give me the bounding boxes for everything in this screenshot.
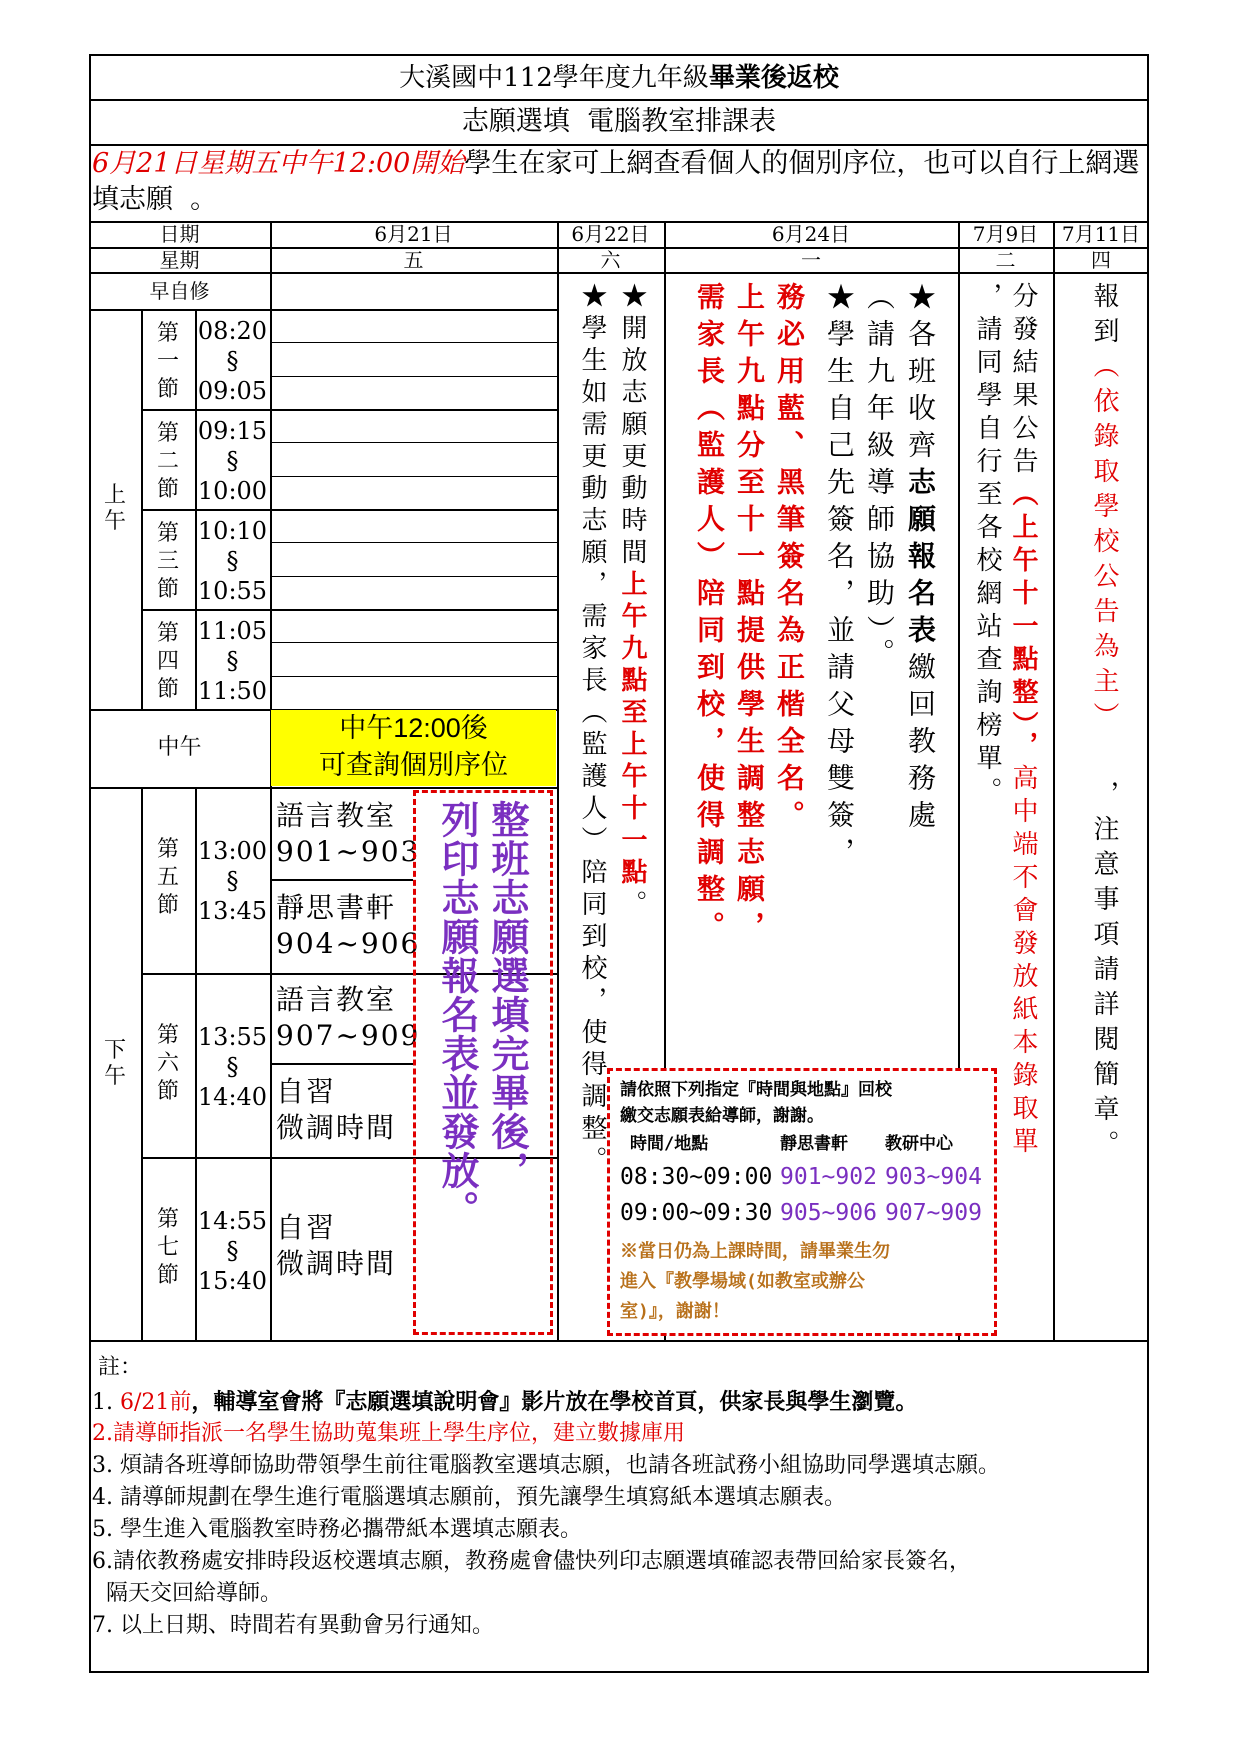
period-5-end: 13:45 <box>197 897 268 925</box>
return-intro1: 請依照下列指定『時間與地點』回校 <box>620 1080 892 1100</box>
jul11-col-1b: （依錄取學校公告為主） <box>1089 352 1119 737</box>
period-1-sep: § <box>226 347 239 375</box>
weekday-fri: 五 <box>403 248 424 272</box>
return-header-research: 教研中心 <box>885 1134 953 1154</box>
period-2-start: 09:15 <box>197 417 268 445</box>
period-6-name: 第 六 節 <box>156 1023 179 1104</box>
period-5-time <box>195 836 270 926</box>
note-4: 4. 請導師規劃在學生進行電腦選填志願前，預先讓學生填寫紙本選填志願表。 <box>92 1485 846 1510</box>
print-box-col1: 整班志願選填完畢後， <box>485 800 530 1190</box>
sat-col-1 <box>614 282 650 982</box>
weekday-sat: 六 <box>600 248 621 272</box>
note-1-text: ，輔導室會將『志願選填說明會』影片放在學校首頁，供家長與學生瀏覽。 <box>191 1389 918 1415</box>
am-label-text: 上 午 <box>103 483 126 534</box>
period-2-end: 10:00 <box>197 477 268 505</box>
noon-notice-line2: 可查詢個別序位 <box>319 750 508 780</box>
print-box-col2: 列印志願報名表並發放。 <box>435 800 480 1229</box>
room-3-classes: 907~909 <box>276 1019 421 1052</box>
mon-col-6: 需家長（監護人）陪同到校，使得調整。 <box>693 282 726 948</box>
return-header-jingsi: 靜思書軒 <box>780 1134 848 1154</box>
return-row-2-research: 907~909 <box>885 1200 982 1226</box>
sat-col-1b: 上午九點至上午十一點 <box>617 570 647 890</box>
period-4-name: 第 四 節 <box>156 621 179 702</box>
period-4-time <box>195 616 270 706</box>
morning-study-label: 早自修 <box>149 279 210 303</box>
mon-col-4: 務必用藍、黑筆簽名為正楷全名。 <box>773 282 806 837</box>
weekday-thu: 四 <box>1091 248 1111 272</box>
mon-col-3: ★學生自己先簽名，並請父母雙簽， <box>823 282 856 874</box>
room-4-classes: 微調時間 <box>276 1111 397 1144</box>
room-1-name: 語言教室 <box>276 799 397 832</box>
period-7-start: 14:55 <box>197 1207 268 1235</box>
note-1 <box>92 1386 1142 1419</box>
period-5-start: 13:00 <box>197 837 268 865</box>
period-7-time <box>195 1206 270 1296</box>
weekday-tue: 二 <box>995 248 1016 272</box>
room-2-classes: 904~906 <box>276 927 421 960</box>
weekday-label: 星期 <box>159 248 200 272</box>
note-3: 3. 煩請各班導師協助帶領學生前往電腦教室選填志願，也請各班試務小組協助同學選填志願。 <box>92 1453 1000 1478</box>
mon-col-5: 上午九點分至十一點提供學生調整志願， <box>733 282 766 948</box>
return-box <box>607 1068 997 1336</box>
return-row-1-jingsi: 901~902 <box>780 1164 877 1190</box>
period-7-sep: § <box>226 1237 239 1265</box>
return-warn1: ※當日仍為上課時間，請畢業生勿 <box>620 1241 890 1262</box>
mon-col-2: （請九年級導師協助）。 <box>863 282 896 675</box>
period-5-name: 第 五 節 <box>156 837 179 918</box>
return-row-2-jingsi: 905~906 <box>780 1200 877 1226</box>
return-intro2: 繳交志願表給導師，謝謝。 <box>620 1106 824 1126</box>
period-1-name: 第 一 節 <box>156 321 179 402</box>
period-3-end: 10:55 <box>197 577 268 605</box>
title-plain: 大溪國中112學年度九年級 <box>399 63 709 93</box>
jul11-col-1 <box>1087 282 1121 782</box>
noon-label: 中午 <box>157 735 202 760</box>
title-bold: 畢業後返校 <box>708 63 839 93</box>
jul9-col-1c: 高中端不會發放紙本錄取單 <box>1008 764 1038 1160</box>
jul9-col-2: ，請同學自行至各校網站查詢榜單。 <box>972 282 1002 810</box>
period-1-time <box>195 316 270 406</box>
weekday-mon: 一 <box>801 248 821 272</box>
return-row-1-research: 903~904 <box>885 1164 982 1190</box>
note-7: 7. 以上日期、時間若有異動會另行通知。 <box>92 1613 494 1638</box>
room-3-name: 語言教室 <box>276 983 397 1016</box>
note-5: 5. 學生進入電腦教室時務必攜帶紙本選填志願表。 <box>92 1517 582 1542</box>
period-2-time <box>195 416 270 506</box>
period-3-sep: § <box>226 547 239 575</box>
period-7-name: 第 七 節 <box>156 1207 179 1288</box>
date-0622: 6月22日 <box>571 222 650 246</box>
notes-title: 註： <box>98 1355 143 1380</box>
date-0624: 6月24日 <box>771 222 851 246</box>
room-5-classes: 微調時間 <box>276 1247 397 1280</box>
room-1-classes: 901~903 <box>276 835 421 868</box>
announcement-line1: 學生在家可上網查看個人的個別序位，也可以自行上網選 <box>464 148 1140 179</box>
room-4-name: 自習 <box>276 1075 337 1108</box>
period-6-sep: § <box>226 1053 239 1081</box>
sat-col-1c: 。 <box>617 890 647 922</box>
announcement-highlight: 6月21日星期五中午12:00開始 <box>92 148 465 179</box>
period-3-time <box>195 516 270 606</box>
date-0621: 6月21日 <box>374 222 453 246</box>
period-3-start: 10:10 <box>197 517 268 545</box>
announcement-line2: 填志願 。 <box>92 184 218 215</box>
period-7-end: 15:40 <box>197 1267 268 1295</box>
announcement <box>92 146 1146 218</box>
period-6-end: 14:40 <box>197 1083 268 1111</box>
note-1-date: 6/21前 <box>119 1390 192 1415</box>
mon-col-1 <box>901 282 939 942</box>
period-4-sep: § <box>226 647 239 675</box>
period-4-start: 11:05 <box>197 617 268 645</box>
room-4 <box>276 1074 411 1146</box>
note-6b: 隔天交回給導師。 <box>92 1581 282 1606</box>
period-2-name: 第 二 節 <box>156 421 179 502</box>
jul11-col-2: ，注意事項請詳閱簡章。 <box>1089 780 1119 1165</box>
period-5-sep: § <box>226 867 239 895</box>
date-label: 日期 <box>159 222 200 246</box>
period-6-start: 13:55 <box>197 1023 268 1051</box>
return-row-2-time: 09:00~09:30 <box>620 1200 773 1226</box>
date-0711: 7月11日 <box>1061 222 1141 246</box>
jul11-col-1a: 報到 <box>1089 282 1119 352</box>
period-6-time <box>195 1022 270 1112</box>
period-1-end: 09:05 <box>197 377 268 405</box>
mon-col-1c: 繳回教務處 <box>904 652 937 837</box>
return-header-time: 時間/地點 <box>630 1134 709 1154</box>
return-warn2: 進入『教學場域(如教室或辦公 <box>620 1271 865 1292</box>
room-5-name: 自習 <box>276 1211 337 1244</box>
jul9-col-1 <box>1006 282 1040 1342</box>
jul9-col-1a: 分發結果公告 <box>1008 282 1038 480</box>
mon-col-1a: ★各班收齊 <box>904 282 937 467</box>
page-title <box>89 58 1149 98</box>
pm-label-text: 下 午 <box>103 1037 126 1089</box>
sat-col-1a: ★開放志願更動時間 <box>617 282 647 570</box>
period-4-end: 11:50 <box>197 677 268 705</box>
sat-col-2: ★學生如需更動志願，需家長（監護人）陪同到校，使得調整。 <box>577 282 607 1178</box>
period-1-start: 08:20 <box>197 317 268 345</box>
noon-notice-line1: 中午12:00後 <box>339 713 488 743</box>
room-3 <box>276 982 421 1054</box>
return-warn3: 室)』，謝謝！ <box>620 1301 730 1322</box>
jul9-col-1b: （上午十一點整）， <box>1008 480 1038 764</box>
room-2 <box>276 890 421 962</box>
room-1 <box>276 798 421 870</box>
note-6a: 6.請依教務處安排時段返校選填志願，教務處會儘快列印志願選填確認表帶回給家長簽名， <box>92 1549 971 1574</box>
pm-label <box>89 787 141 1340</box>
note-1-num: 1. <box>92 1390 120 1415</box>
page-subtitle: 志願選填 電腦教室排課表 <box>461 106 777 137</box>
am-label <box>89 309 141 709</box>
mon-col-1b: 志願報名表 <box>904 467 937 652</box>
room-5 <box>276 1210 411 1282</box>
room-2-name: 靜思書軒 <box>276 891 397 924</box>
return-row-1-time: 08:30~09:00 <box>620 1164 773 1190</box>
period-3-name: 第 三 節 <box>156 521 179 602</box>
noon-notice <box>271 710 556 786</box>
note-2: 2.請導師指派一名學生協助蒐集班上學生序位，建立數據庫用 <box>92 1421 685 1446</box>
date-0709: 7月9日 <box>972 222 1039 246</box>
period-2-sep: § <box>226 447 239 475</box>
